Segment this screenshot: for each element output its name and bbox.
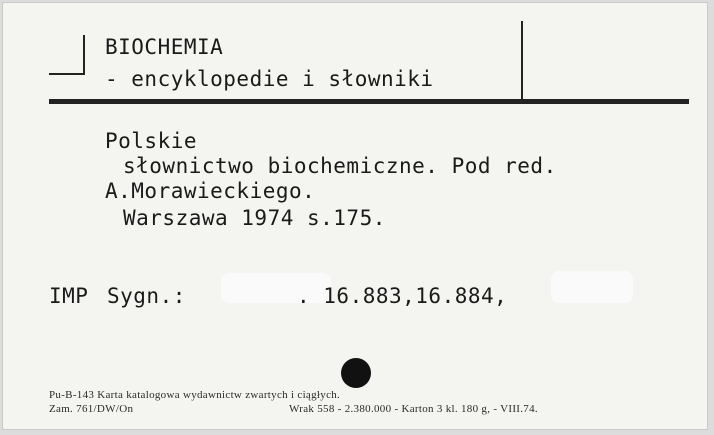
entry-line-2: słownictwo biochemiczne. Pod red. — [123, 154, 557, 178]
signature-prefix: IMP — [49, 284, 89, 308]
subject-subheading: - encyklopedie i słowniki — [105, 67, 434, 91]
catalog-card — [2, 2, 708, 430]
footer-line-2-right: Wrak 558 - 2.380.000 - Karton 3 kl. 180 g, - VIII.74. — [289, 403, 538, 415]
signature-label: Sygn.: — [107, 284, 186, 308]
entry-line-4: Warszawa 1974 s.175. — [123, 206, 386, 230]
punch-hole — [341, 358, 371, 388]
subject-heading: BIOCHEMIA — [105, 35, 224, 59]
signature-value: . 16.883,16.884, — [297, 284, 508, 308]
header-vertical-rule — [521, 21, 523, 101]
entry-line-1: Polskie — [105, 129, 198, 153]
footer-line-1: Pu-B-143 Karta katalogowa wydawnictw zwartych i ciągłych. — [49, 389, 341, 401]
entry-line-3: A.Morawieckiego. — [105, 179, 316, 203]
footer-line-2-left: Zam. 761/DW/On — [49, 403, 134, 415]
header-rule — [49, 99, 689, 104]
erasure-mark-right — [551, 271, 633, 303]
header-box-left — [49, 35, 85, 75]
